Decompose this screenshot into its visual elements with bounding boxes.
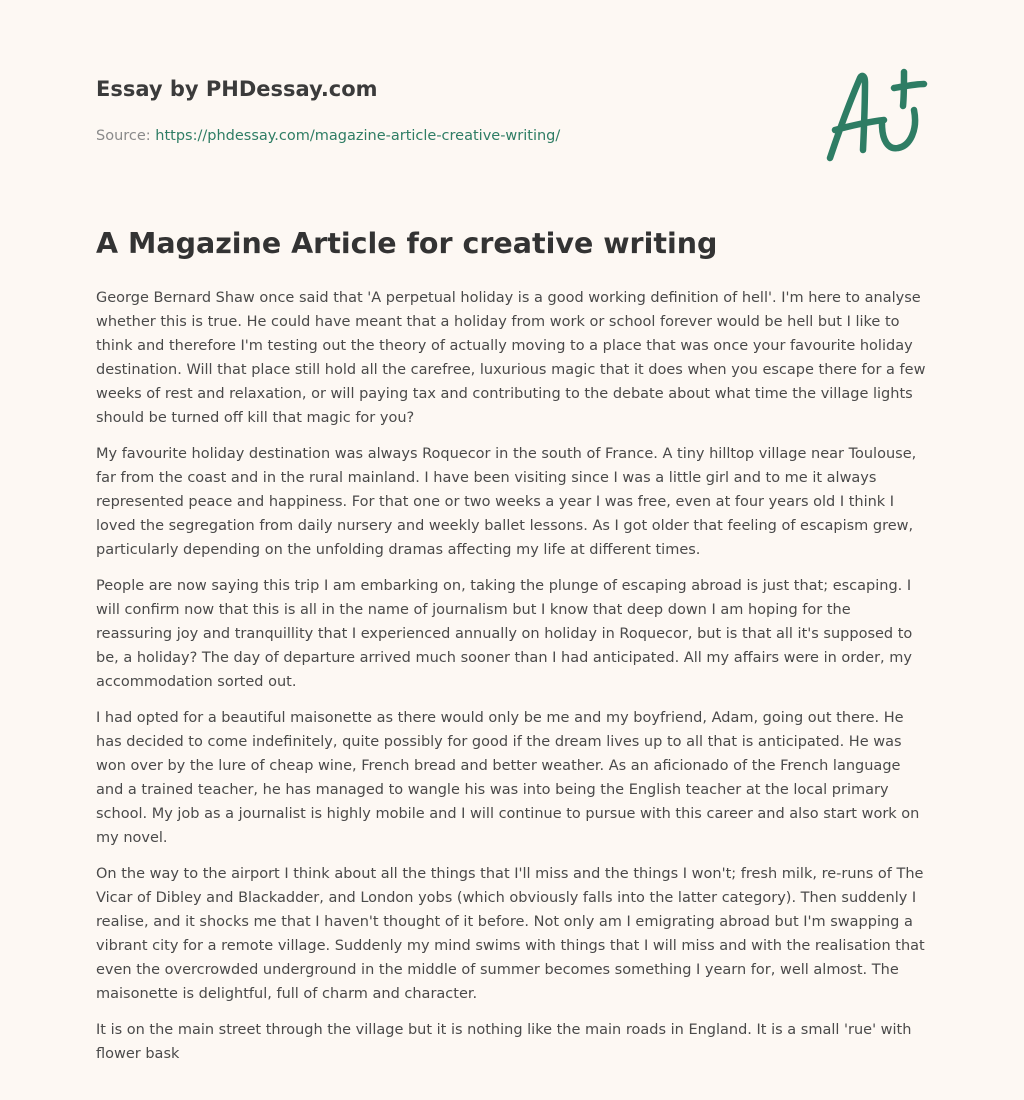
page-header: [96, 72, 736, 146]
article-paragraph: People are now saying this trip I am embarking on, taking the plunge of escaping abroad is just that; escaping. I will confirm now that this is all in the name of journalism but I know that deep down I am hoping for the reassuring joy and tranquillity that I experienced annually on holiday in Roquecor, but is that all it's supposed to be, a holiday? The day of departure arrived much sooner than I had anticipated. All my affairs were in order, my accommodation sorted out.: [96, 578, 913, 690]
article-body: [96, 286, 928, 1078]
article-paragraph: My favourite holiday destination was always Roquecor in the south of France. A tiny hilltop village near Toulouse, far from the coast and in the rural mainland. I have been visiting since I was a little girl and to me it always represented peace and happiness. For that one or two weeks a year I was free, even at four years old I think I loved the segregation from daily nursery and weekly ballet lessons. As I got older that feeling of escapism grew, particularly depending on the unfolding dramas affecting my life at different times.: [96, 446, 917, 558]
source-label: Source:: [96, 128, 151, 144]
article-paragraph: George Bernard Shaw once said that 'A perpetual holiday is a good working definition of hell'. I'm here to analyse whether this is true. He could have meant that a holiday from work or school forever would be hell but I like to think and therefore I'm testing out the theory of actually moving to a place that was once your favourite holiday destination. Will that place still hold all the carefree, luxurious magic that it does when you escape there for a few weeks of rest and relaxation, or will paying tax and contributing to the debate about what time the village lights should be turned off kill that magic for you?: [96, 290, 926, 426]
site-title: Essay by PHDessay.com: [96, 77, 378, 101]
article-paragraph: It is on the main street through the village but it is nothing like the main roads in England. It is a small 'rue' with flower bask: [96, 1022, 912, 1062]
source-line: [96, 126, 736, 146]
article-title: A Magazine Article for creative writing: [96, 227, 718, 260]
article-paragraph: On the way to the airport I think about all the things that I'll miss and the things I won't; fresh milk, re-runs of The Vicar of Dibley and Blackadder, and London yobs (which obviously falls into the latter category). Then suddenly I realise, and it shocks me that I haven't thought of it before. Not only am I emigrating abroad but I'm swapping a vibrant city for a remote village. Suddenly my mind swims with things that I will miss and with the realisation that even the overcrowded underground in the middle of summer becomes something I yearn for, well almost. The maisonette is delightful, full of charm and character.: [96, 866, 925, 1002]
article-paragraph: I had opted for a beautiful maisonette as there would only be me and my boyfriend, Adam, going out there. He has decided to come indefinitely, quite possibly for good if the dream lives up to all that is anticipated. He was won over by the lure of cheap wine, French bread and better weather. As an aficionado of the French language and a trained teacher, he has managed to wangle his was into being the English teacher at the local primary school. My job as a journalist is highly mobile and I will continue to pursue with this career and also start work on my novel.: [96, 710, 920, 846]
source-link[interactable]: https://phdessay.com/magazine-article-creative-writing/: [155, 128, 561, 144]
a-plus-grade-icon: [818, 64, 930, 168]
